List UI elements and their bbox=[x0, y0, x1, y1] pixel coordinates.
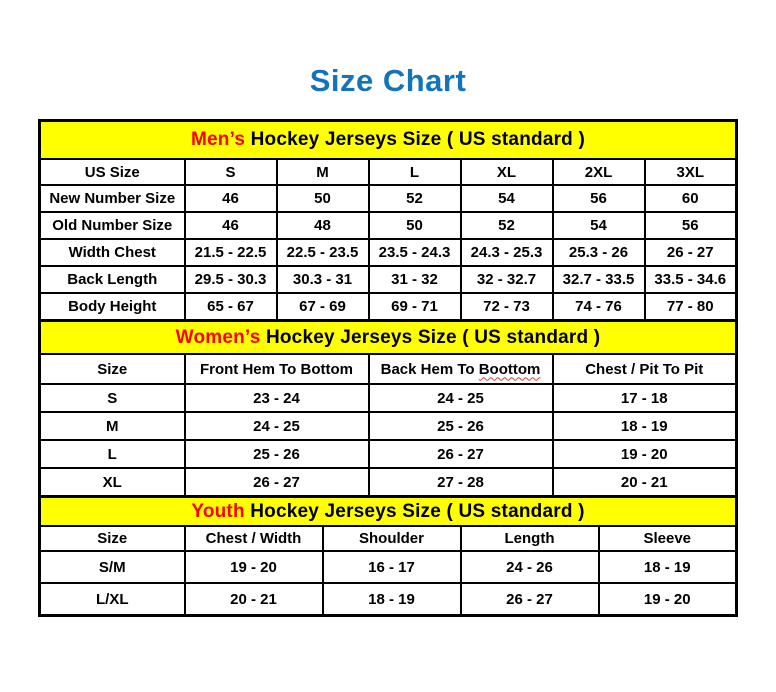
size-value-cell: 20 - 21 bbox=[553, 468, 737, 497]
size-value-cell: 20 - 21 bbox=[185, 583, 323, 616]
row-label: XL bbox=[40, 468, 185, 497]
size-value-cell: 22.5 - 23.5 bbox=[277, 239, 369, 266]
size-value-cell: 77 - 80 bbox=[645, 293, 737, 321]
womens-column-header-row bbox=[40, 354, 737, 384]
row-label: S bbox=[40, 384, 185, 412]
column-header: Sleeve bbox=[599, 526, 737, 551]
size-value-cell: 32 - 32.7 bbox=[461, 266, 553, 293]
womens-section-header-row bbox=[40, 321, 737, 355]
table-row bbox=[40, 583, 737, 616]
size-value-cell: 33.5 - 34.6 bbox=[645, 266, 737, 293]
column-header-misspelled bbox=[369, 354, 553, 384]
row-label: L bbox=[40, 440, 185, 468]
column-header: Shoulder bbox=[323, 526, 461, 551]
youth-size-table bbox=[38, 495, 738, 617]
youth-section-header-row bbox=[40, 497, 737, 527]
womens-section-highlight: Women’s bbox=[175, 326, 261, 348]
size-value-cell: 67 - 69 bbox=[277, 293, 369, 321]
row-label: Old Number Size bbox=[40, 212, 185, 239]
table-row bbox=[40, 551, 737, 583]
size-value-cell: 46 bbox=[185, 212, 277, 239]
womens-section-header bbox=[40, 321, 737, 355]
size-value-cell: 18 - 19 bbox=[599, 551, 737, 583]
size-value-cell: 24 - 26 bbox=[461, 551, 599, 583]
size-value-cell: 26 - 27 bbox=[369, 440, 553, 468]
size-value-cell: 50 bbox=[369, 212, 461, 239]
size-value-cell: 25 - 26 bbox=[185, 440, 369, 468]
size-value-cell: 24 - 25 bbox=[369, 384, 553, 412]
size-value-cell: 65 - 67 bbox=[185, 293, 277, 321]
column-header: Front Hem To Bottom bbox=[185, 354, 369, 384]
table-row bbox=[40, 293, 737, 321]
size-value-cell: 27 - 28 bbox=[369, 468, 553, 497]
size-value-cell: 25.3 - 26 bbox=[553, 239, 645, 266]
size-value-cell: 54 bbox=[553, 212, 645, 239]
size-value-cell: 19 - 20 bbox=[553, 440, 737, 468]
womens-size-table bbox=[38, 319, 738, 498]
womens-section-title-rest: Hockey Jerseys Size ( US standard ) bbox=[260, 326, 601, 348]
size-value-cell: 50 bbox=[277, 185, 369, 212]
column-header: XL bbox=[461, 159, 553, 185]
size-value-cell: 17 - 18 bbox=[553, 384, 737, 412]
row-label: New Number Size bbox=[40, 185, 185, 212]
table-row bbox=[40, 239, 737, 266]
misspelled-word: Boottom bbox=[478, 360, 541, 378]
size-value-cell: 24 - 25 bbox=[185, 412, 369, 440]
size-value-cell: 24.3 - 25.3 bbox=[461, 239, 553, 266]
size-value-cell: 52 bbox=[369, 185, 461, 212]
youth-section-title-rest: Hockey Jerseys Size ( US standard ) bbox=[244, 500, 585, 522]
size-value-cell: 52 bbox=[461, 212, 553, 239]
table-row bbox=[40, 384, 737, 412]
column-header: 2XL bbox=[553, 159, 645, 185]
size-value-cell: 54 bbox=[461, 185, 553, 212]
youth-column-header-row bbox=[40, 526, 737, 551]
size-value-cell: 72 - 73 bbox=[461, 293, 553, 321]
table-row bbox=[40, 468, 737, 497]
size-value-cell: 69 - 71 bbox=[369, 293, 461, 321]
column-header: L bbox=[369, 159, 461, 185]
size-value-cell: 26 - 27 bbox=[185, 468, 369, 497]
back-hem-prefix: Back Hem To bbox=[380, 360, 479, 378]
column-header: Chest / Width bbox=[185, 526, 323, 551]
size-value-cell: 26 - 27 bbox=[645, 239, 737, 266]
mens-section-header-row bbox=[40, 121, 737, 160]
table-row bbox=[40, 440, 737, 468]
size-value-cell: 31 - 32 bbox=[369, 266, 461, 293]
size-value-cell: 18 - 19 bbox=[323, 583, 461, 616]
size-value-cell: 25 - 26 bbox=[369, 412, 553, 440]
size-value-cell: 21.5 - 22.5 bbox=[185, 239, 277, 266]
row-label: Width Chest bbox=[40, 239, 185, 266]
table-row bbox=[40, 185, 737, 212]
size-value-cell: 56 bbox=[553, 185, 645, 212]
mens-section-header bbox=[40, 121, 737, 160]
column-header: Size bbox=[40, 354, 185, 384]
size-value-cell: 48 bbox=[277, 212, 369, 239]
mens-column-header-row bbox=[40, 159, 737, 185]
size-value-cell: 19 - 20 bbox=[185, 551, 323, 583]
mens-section-highlight: Men’s bbox=[191, 129, 246, 151]
mens-size-table bbox=[38, 119, 738, 322]
size-value-cell: 29.5 - 30.3 bbox=[185, 266, 277, 293]
table-row bbox=[40, 266, 737, 293]
size-value-cell: 23.5 - 24.3 bbox=[369, 239, 461, 266]
mens-section-title-rest: Hockey Jerseys Size ( US standard ) bbox=[245, 129, 585, 151]
size-value-cell: 74 - 76 bbox=[553, 293, 645, 321]
column-header: Length bbox=[461, 526, 599, 551]
size-value-cell: 16 - 17 bbox=[323, 551, 461, 583]
column-header: 3XL bbox=[645, 159, 737, 185]
size-value-cell: 46 bbox=[185, 185, 277, 212]
row-label: L/XL bbox=[40, 583, 185, 616]
column-header: US Size bbox=[40, 159, 185, 185]
row-label: Back Length bbox=[40, 266, 185, 293]
column-header: Size bbox=[40, 526, 185, 551]
size-value-cell: 32.7 - 33.5 bbox=[553, 266, 645, 293]
column-header: Chest / Pit To Pit bbox=[553, 354, 737, 384]
size-tables-container bbox=[38, 119, 738, 617]
size-value-cell: 23 - 24 bbox=[185, 384, 369, 412]
size-value-cell: 60 bbox=[645, 185, 737, 212]
youth-section-header bbox=[40, 497, 737, 527]
row-label: M bbox=[40, 412, 185, 440]
size-value-cell: 26 - 27 bbox=[461, 583, 599, 616]
size-value-cell: 18 - 19 bbox=[553, 412, 737, 440]
row-label: S/M bbox=[40, 551, 185, 583]
size-value-cell: 19 - 20 bbox=[599, 583, 737, 616]
row-label: Body Height bbox=[40, 293, 185, 321]
youth-section-highlight: Youth bbox=[191, 500, 245, 522]
size-value-cell: 30.3 - 31 bbox=[277, 266, 369, 293]
table-row bbox=[40, 212, 737, 239]
size-value-cell: 56 bbox=[645, 212, 737, 239]
page-title: Size Chart bbox=[309, 63, 467, 98]
column-header: S bbox=[185, 159, 277, 185]
column-header: M bbox=[277, 159, 369, 185]
table-row bbox=[40, 412, 737, 440]
